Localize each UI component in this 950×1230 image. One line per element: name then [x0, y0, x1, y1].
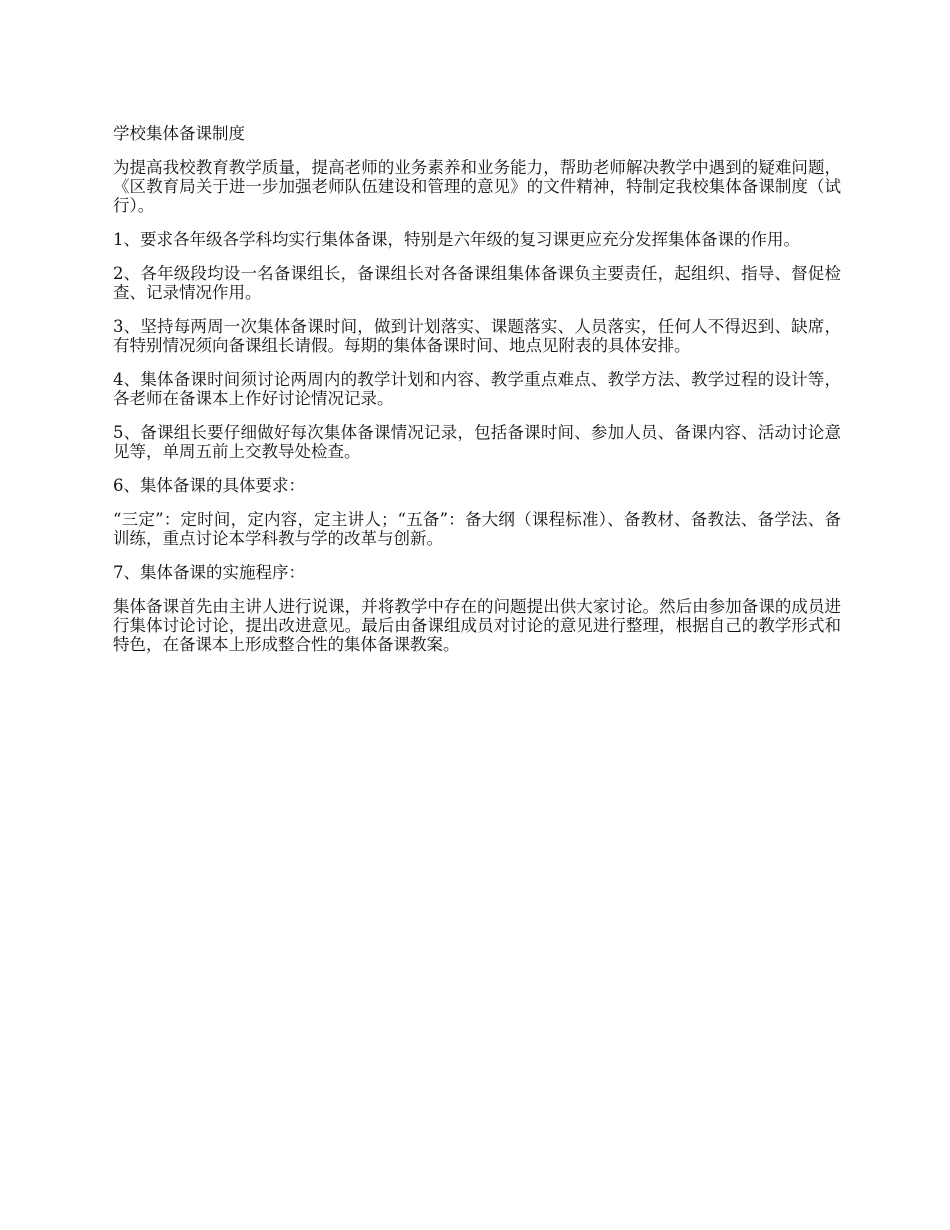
document-title: 学校集体备课制度: [113, 124, 245, 143]
paragraph-item-1: 1、要求各年级各学科均实行集体备课，特别是六年级的复习课更应充分发挥集体备课的作用。: [113, 230, 800, 249]
paragraph-item-7-heading: 7、集体备课的实施程序：: [113, 563, 305, 582]
paragraph-item-6-heading: 6、集体备课的具体要求：: [113, 476, 305, 495]
paragraph-item-4: 4、集体备课时间须讨论两周内的教学计划和内容、教学重点难点、教学方法、教学过程的设计等，各老师在备课本上作好讨论情况记录。: [113, 370, 841, 408]
paragraph-item-5: 5、备课组长要仔细做好每次集体备课情况记录，包括备课时间、参加人员、备课内容、活动讨论意见等，单周五前上交教导处检查。: [113, 423, 841, 461]
paragraph-item-3: 3、坚持每两周一次集体备课时间，做到计划落实、课题落实、人员落实，任何人不得迟到、缺席，有特别情况须向备课组长请假。每期的集体备课时间、地点见附表的具体安排。: [113, 317, 841, 355]
paragraph-intro: 为提高我校教育教学质量，提高老师的业务素养和业务能力，帮助老师解决教学中遇到的疑难问题，《区教育局关于进一步加强老师队伍建设和管理的意见》的文件精神，特制定我校集体备课制度（试行）。: [113, 158, 841, 215]
paragraph-item-2: 2、各年级段均设一名备课组长，备课组长对各备课组集体备课负主要责任，起组织、指导、督促检查、记录情况作用。: [113, 264, 841, 302]
document-body: [113, 124, 841, 669]
paragraph-item-6-detail: “三定”：定时间，定内容，定主讲人；“五备”：备大纲（课程标准）、备教材、备教法、备学法、备训练，重点讨论本学科教与学的改革与创新。: [113, 510, 841, 548]
paragraph-item-7-detail: 集体备课首先由主讲人进行说课，并将教学中存在的问题提出供大家讨论。然后由参加备课的成员进行集体讨论讨论，提出改进意见。最后由备课组成员对讨论的意见进行整理，根据自己的教学形式和特色，在备课本上形成整合性的集体备课教案。: [113, 597, 841, 654]
